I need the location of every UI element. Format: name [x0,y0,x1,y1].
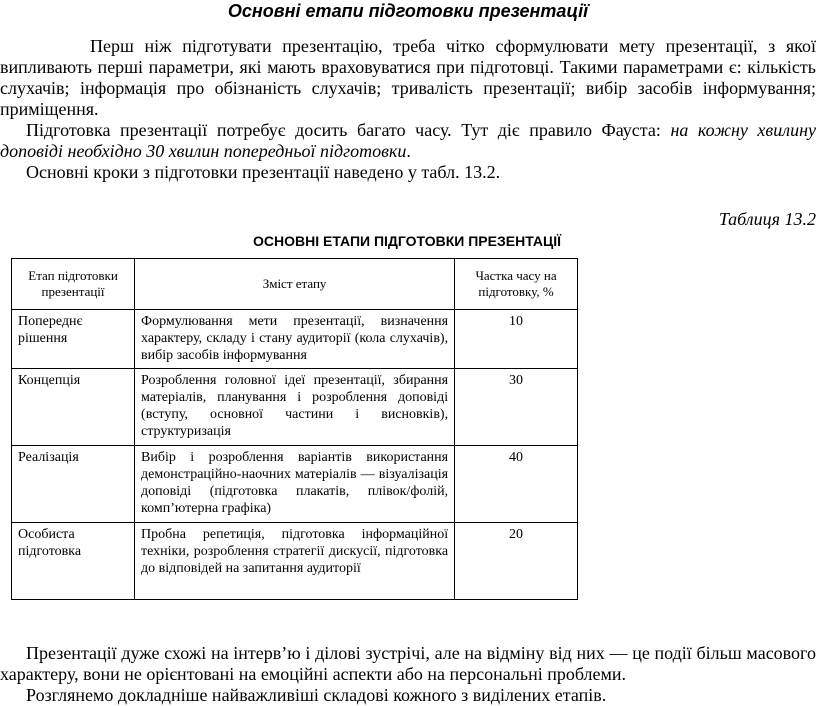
intro-section [0,36,816,183]
table-row [12,310,578,369]
intro-paragraph-1: Перш ніж підготувати презентацію, треба чітко сформулювати мету презентації, з якої випливають перші параметри, які мають враховуватися при підготовці. Такими параметрами є: кількість слухачів; інформація про обізнаність слухачів; тривалість презентації; вибір засобів інформування; приміщення. [0,36,816,119]
faust-rule-end: . [406,141,411,161]
header-content: Зміст етапу [135,259,455,310]
table-row [12,369,578,446]
table-label: Таблиця 13.2 [718,209,816,229]
page-title: Основні етапи підготовки презентації [227,1,589,21]
share-cell: 40 [455,446,578,523]
table-row [12,446,578,523]
share-cell: 20 [455,523,578,600]
content-cell: Формулювання мети презентації, визначення характеру, складу і стану аудиторії (кола слухачів), вибір засобів інформування [135,310,455,369]
table-header-row [12,259,578,310]
stage-cell: Реалізація [12,446,135,523]
faust-rule-text: Підготовка презентації потребує досить багато часу. Тут діє правило Фауста: [26,120,671,140]
stages-table [11,258,578,600]
stage-cell: Попереднє рішення [12,310,135,369]
intro-paragraph-3: Основні кроки з підготовки презентації наведено у табл. 13.2. [26,162,501,182]
stage-cell: Концепція [12,369,135,446]
content-cell: Розроблення головної ідеї презентації, збирання матеріалів, планування і розроблення доповіді (вступу, основної частини і висновків), структуризація [135,369,455,446]
header-stage: Етап підготовки презентації [12,259,135,310]
share-cell: 30 [455,369,578,446]
faust-rule-italic: на кожну хвилину доповіді необхідно 30 хвилин попередньої підготовки [0,120,816,161]
share-cell: 10 [455,310,578,369]
outro-section [0,643,816,706]
content-cell: Пробна репетиція, підготовка інформаційної техніки, розроблення стратегії дискусії, підготовка до відповідей на запитання аудиторії [135,523,455,600]
outro-paragraph-1: Презентації дуже схожі на інтерв’ю і ділові зустрічі, але на відміну від них — це події більш масового характеру, вони не орієнтовані на емоційні аспекти або на персональні проблеми. [0,643,816,684]
table-row [12,523,578,600]
table-title: ОСНОВНІ ЕТАПИ ПІДГОТОВКИ ПРЕЗЕНТАЦІЇ [253,233,561,249]
header-share: Частка часу на підготовку, % [455,259,578,310]
content-cell: Вибір і розроблення варіантів використання демонстраційно-наочних матеріалів — візуалізація доповіді (підготовка плакатів, плівок/фолій, комп’ютерна графіка) [135,446,455,523]
intro-paragraph-2 [0,120,816,162]
outro-paragraph-2: Розглянемо докладніше найважливіші складові кожного з виділених етапів. [26,685,607,705]
stage-cell: Особиста підготовка [12,523,135,600]
